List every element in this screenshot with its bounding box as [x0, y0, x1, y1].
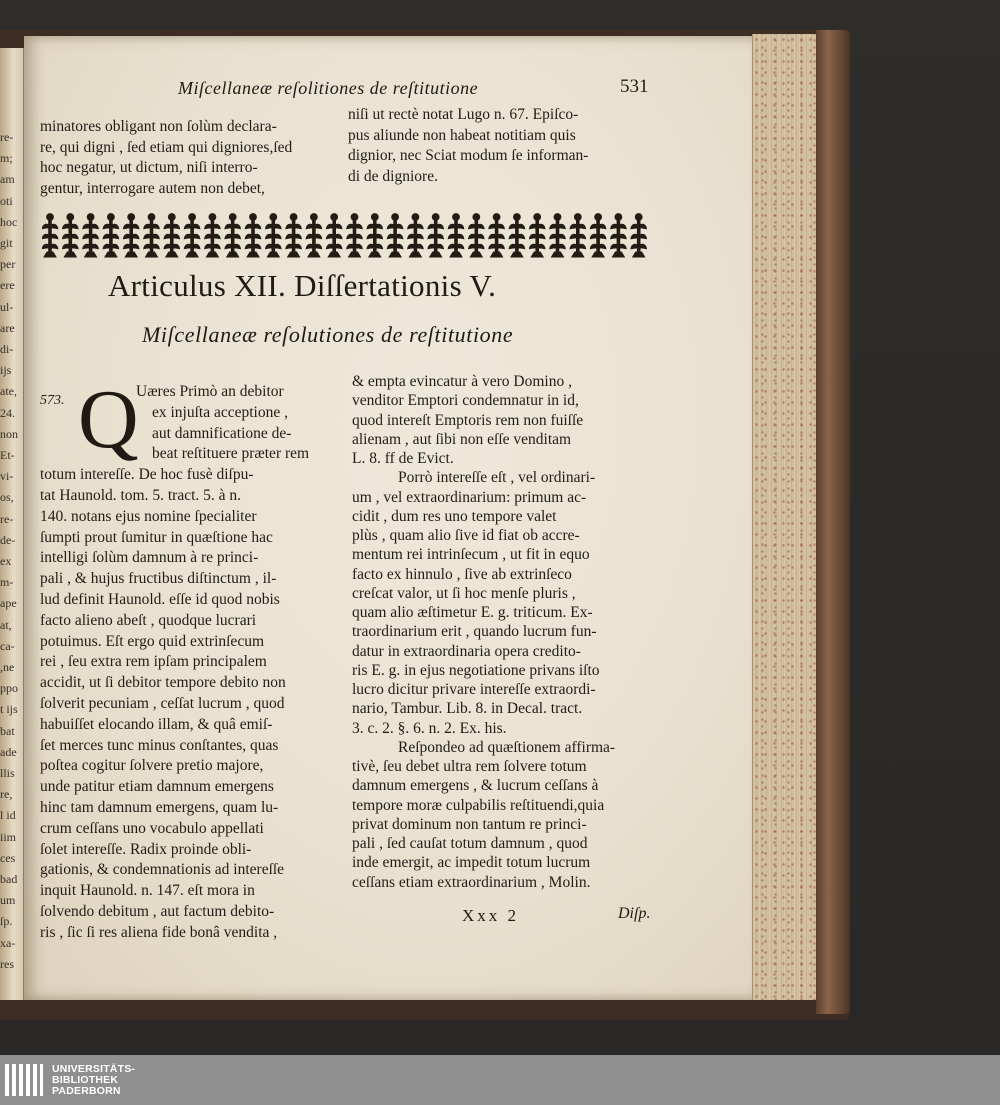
- facing-page-fragment: ijs: [0, 363, 12, 378]
- text-line: ſolverit pecuniam , ceſſat lucrum , quod: [40, 695, 285, 712]
- footer-band: [0, 1055, 1000, 1105]
- facing-page-fragment: iim: [0, 829, 17, 844]
- text-line: Porrò intereſſe eſt , vel ordinari-: [398, 469, 596, 487]
- fleuron-icon: [448, 214, 464, 257]
- text-line: minatores obligant non ſolùm declara-: [40, 118, 277, 135]
- facing-page-fragment: ,ne: [0, 660, 15, 674]
- facing-page-fragment: res: [0, 956, 14, 971]
- facing-page-fragment: os,: [0, 490, 14, 505]
- fleuron-icon: [62, 214, 78, 257]
- text-line: unde patitur etiam damnum emergens: [40, 778, 274, 796]
- ornament-band-icon: [42, 205, 652, 261]
- text-line: mentum rei intrinſecum , ut fit in equo: [352, 546, 590, 564]
- text-line: Uæres Primò an debitor: [136, 383, 284, 400]
- text-line: um , vel extraordinarium: primum ac-: [352, 488, 587, 506]
- fleuron-icon: [489, 214, 505, 257]
- fleuron-icon: [184, 214, 200, 257]
- fleuron-icon: [509, 214, 525, 257]
- facing-page-fragment: llis: [0, 766, 15, 780]
- facing-page-fragment: ade: [0, 744, 17, 759]
- text-line: di de digniore.: [348, 167, 438, 185]
- fleuron-icon: [245, 214, 261, 257]
- text-line: Reſpondeo ad quæſtionem affirma-: [398, 738, 616, 756]
- text-line: re, qui digni , ſed etiam qui digniores,ſed: [40, 138, 293, 156]
- fleuron-icon: [306, 214, 322, 257]
- facing-page-fragment: ape: [0, 596, 17, 611]
- facing-page-fragment: per: [0, 257, 16, 272]
- text-line: 3. c. 2. §. 6. n. 2. Ex. his.: [352, 719, 507, 737]
- fleuron-icon: [468, 214, 484, 257]
- fleuron-icon: [103, 214, 119, 257]
- text-line: totum intereſſe. De hoc fusè diſpu-: [40, 466, 254, 484]
- text-line: poſtea cogitur ſolvere pretio majore,: [40, 757, 264, 775]
- text-line: ſet merces tunc minus conſtantes, quas: [40, 736, 279, 754]
- text-line: damnum emergens , & lucrum ceſſans à: [352, 777, 599, 795]
- article-subtitle: Miſcellaneæ reſolutiones de reſtitutione: [142, 322, 514, 347]
- facing-page-fragment: are: [0, 320, 15, 335]
- text-line: L. 8. ff de Evict.: [352, 450, 454, 467]
- text-line: ſumpti prout ſumitur in quæſtione hac: [40, 528, 273, 546]
- catchword: Diſp.: [618, 905, 651, 922]
- facing-page-fragment: ca-: [0, 638, 15, 653]
- fleuron-icon: [286, 214, 302, 257]
- facing-page-fragment: re-: [0, 511, 14, 526]
- library-name-line: BIBLIOTHEK: [52, 1074, 119, 1086]
- fleuron-icon: [610, 214, 626, 257]
- facing-page-fragment: um: [0, 893, 16, 908]
- text-line: facto alieno abeſt , quodque lucrari: [40, 611, 257, 629]
- facing-page-fragment: l id: [0, 808, 16, 823]
- page-number: 531: [620, 76, 649, 97]
- text-line: inquit Haunold. n. 147. eſt mora in: [40, 882, 255, 900]
- text-line: aut damnificatione de-: [152, 424, 292, 442]
- signature-mark: Xxx 2: [462, 906, 520, 925]
- article-title: Articulus XII. Diſſertationis V.: [108, 268, 497, 303]
- facing-page-fragment: t ijs: [0, 702, 18, 717]
- facing-page-fragment: m-: [0, 575, 14, 590]
- text-line: lucro dicitur privare intereſſe extraordi-: [352, 681, 596, 698]
- fleuron-icon: [265, 214, 281, 257]
- facing-page-fragment: 24.: [0, 405, 15, 420]
- text-line: 140. notans ejus nomine ſpecialiter: [40, 507, 257, 525]
- text-line: plùs , quam alio ſive id fiat ob accre-: [352, 527, 580, 544]
- page-block-speckle: [752, 34, 818, 1000]
- text-line: creſcat valor, ut ſi hoc menſe pluris ,: [352, 584, 576, 602]
- library-name: [52, 1064, 135, 1097]
- facing-page-fragment: xa-: [0, 935, 16, 950]
- fleuron-icon: [42, 214, 58, 257]
- fleuron-icon: [590, 214, 606, 257]
- facing-page-fragment: ex: [0, 554, 12, 568]
- text-line: habuiſſet elocando illam, & quâ emiſ-: [40, 715, 273, 733]
- text-line: gentur, interrogare autem non debet,: [40, 179, 265, 197]
- text-line: rei , ſeu extra rem ipſam principalem: [40, 653, 267, 671]
- library-name-line: UNIVERSITÄTS-: [52, 1063, 136, 1075]
- fleuron-icon: [123, 214, 139, 257]
- facing-page-fragment: ppo: [0, 681, 18, 696]
- facing-page-fragment: hoc: [0, 214, 18, 229]
- text-line: ris E. g. in ejus negotiatione privans iſto: [352, 661, 600, 679]
- fleuron-icon: [631, 214, 647, 257]
- text-line: niſi ut rectè notat Lugo n. 67. Epiſco-: [348, 106, 579, 123]
- text-line: nario, Tambur. Lib. 8. in Decal. tract.: [352, 700, 583, 718]
- facing-page-fragment: oti: [0, 193, 13, 208]
- facing-page-fragment: git: [0, 236, 13, 250]
- text-line: tempore moræ culpabilis reſtituendi,quia: [352, 796, 605, 814]
- book-cover-edge: [816, 30, 850, 1014]
- text-line: privat dominum non tantum re princi-: [352, 815, 587, 833]
- facing-page-fragment: de-: [0, 532, 16, 547]
- text-line: inde emergit, ac impedit totum lucrum: [352, 854, 591, 872]
- text-line: venditor Emptori condemnatur in id,: [352, 392, 579, 410]
- text-line: potuimus. Eſt ergo quid extrinſecum: [40, 632, 265, 650]
- text-line: pali , ſed cauſat totum damnum , quod: [352, 835, 588, 852]
- text-line: crum ceſſans uno vocabulo appellati: [40, 819, 264, 837]
- text-line: beat reſtituere præter rem: [152, 445, 310, 463]
- facing-page-fragment: ul-: [0, 299, 14, 314]
- text-line: hoc negatur, ut dictum, niſi interro-: [40, 159, 258, 176]
- left-page-edge: [0, 48, 24, 1000]
- running-head: Miſcellaneæ reſolitiones de reſtitutione: [178, 78, 479, 98]
- text-line: ſolvendo debitum , aut factum debito-: [40, 903, 275, 920]
- library-name-line: PADERBORN: [52, 1085, 121, 1097]
- text-line: traordinarium erit , quando lucrum fun-: [352, 623, 597, 641]
- text-line: quod intereſt Emptoris rem non fuiſſe: [352, 411, 584, 429]
- text-line: ſolet intereſſe. Radix proinde obli-: [40, 840, 252, 858]
- text-line: hinc tam damnum emergens, quam lu-: [40, 799, 279, 816]
- fleuron-icon: [326, 214, 342, 257]
- fleuron-icon: [204, 214, 220, 257]
- text-line: ceſſans etiam extraordinarium , Molin.: [352, 873, 591, 891]
- text-line: accidit, ut ſi debitor tempore debito non: [40, 674, 286, 692]
- facing-page-fragment: bat: [0, 723, 15, 738]
- facing-page-fragment: am: [0, 172, 15, 187]
- text-line: alienam , aut ſibi non eſſe venditam: [352, 430, 572, 448]
- text-line: ris , ſic ſi res aliena fide bonâ vendita ,: [40, 923, 278, 941]
- facing-page-fragment: bad: [0, 872, 18, 886]
- paragraph-number: 573.: [40, 393, 65, 408]
- text-line: datur in extraordinaria opera credito-: [352, 642, 581, 660]
- text-line: facto ex hinnulo , ſive ab extrinſeco: [352, 565, 572, 583]
- text-line: & empta evincatur à vero Domino ,: [352, 373, 572, 390]
- facing-page-fragment: ſp.: [0, 914, 13, 929]
- fleuron-icon: [164, 214, 180, 257]
- facing-page-fragment: re,: [0, 787, 13, 802]
- text-line: cidit , dum res uno tempore valet: [352, 507, 557, 525]
- facing-page-fragment: at,: [0, 617, 12, 632]
- text-line: tat Haunold. tom. 5. tract. 5. à n.: [40, 487, 242, 504]
- facing-page-fragment: di-: [0, 342, 14, 356]
- facing-page-fragment: ces: [0, 850, 16, 865]
- facing-page-fragment: ate,: [0, 384, 17, 399]
- fleuron-icon: [428, 214, 444, 257]
- text-line: gationis, & condemnationis ad intereſſe: [40, 861, 285, 879]
- fleuron-icon: [347, 214, 363, 257]
- facing-page-fragment: ere: [0, 278, 15, 293]
- fleuron-icon: [529, 214, 545, 257]
- fleuron-icon: [225, 214, 241, 257]
- facing-page-fragment: Et-: [0, 448, 15, 462]
- drop-cap: Q: [78, 373, 139, 466]
- fleuron-icon: [387, 214, 403, 257]
- text-line: tivè, ſeu debet ultra rem ſolvere totum: [352, 758, 587, 775]
- fleuron-icon: [570, 214, 586, 257]
- fleuron-icon: [144, 214, 160, 257]
- facing-page-fragment: vi-: [0, 469, 14, 484]
- facing-page-fragment: m;: [0, 151, 13, 166]
- fleuron-icon: [407, 214, 423, 257]
- text-line: pus aliunde non habeat notitiam quis: [348, 126, 576, 144]
- fleuron-icon: [550, 214, 566, 257]
- facing-page-fragment: non: [0, 426, 18, 441]
- facing-page-fragment: re-: [0, 130, 14, 144]
- text-line: intelligi ſolùm damnum à re princi-: [40, 549, 259, 567]
- library-logo-icon: [4, 1062, 44, 1098]
- text-line: ex injuſta acceptione ,: [152, 403, 288, 421]
- text-line: lud definit Haunold. eſſe id quod nobis: [40, 591, 280, 608]
- text-line: quam alio æſtimetur E. g. triticum. Ex-: [352, 604, 593, 621]
- text-line: pali , & hujus fructibus diſtinctum , il-: [40, 570, 277, 588]
- text-line: dignior, nec Sciat modum ſe informan-: [348, 147, 589, 164]
- fleuron-icon: [83, 214, 99, 257]
- fleuron-icon: [367, 214, 383, 257]
